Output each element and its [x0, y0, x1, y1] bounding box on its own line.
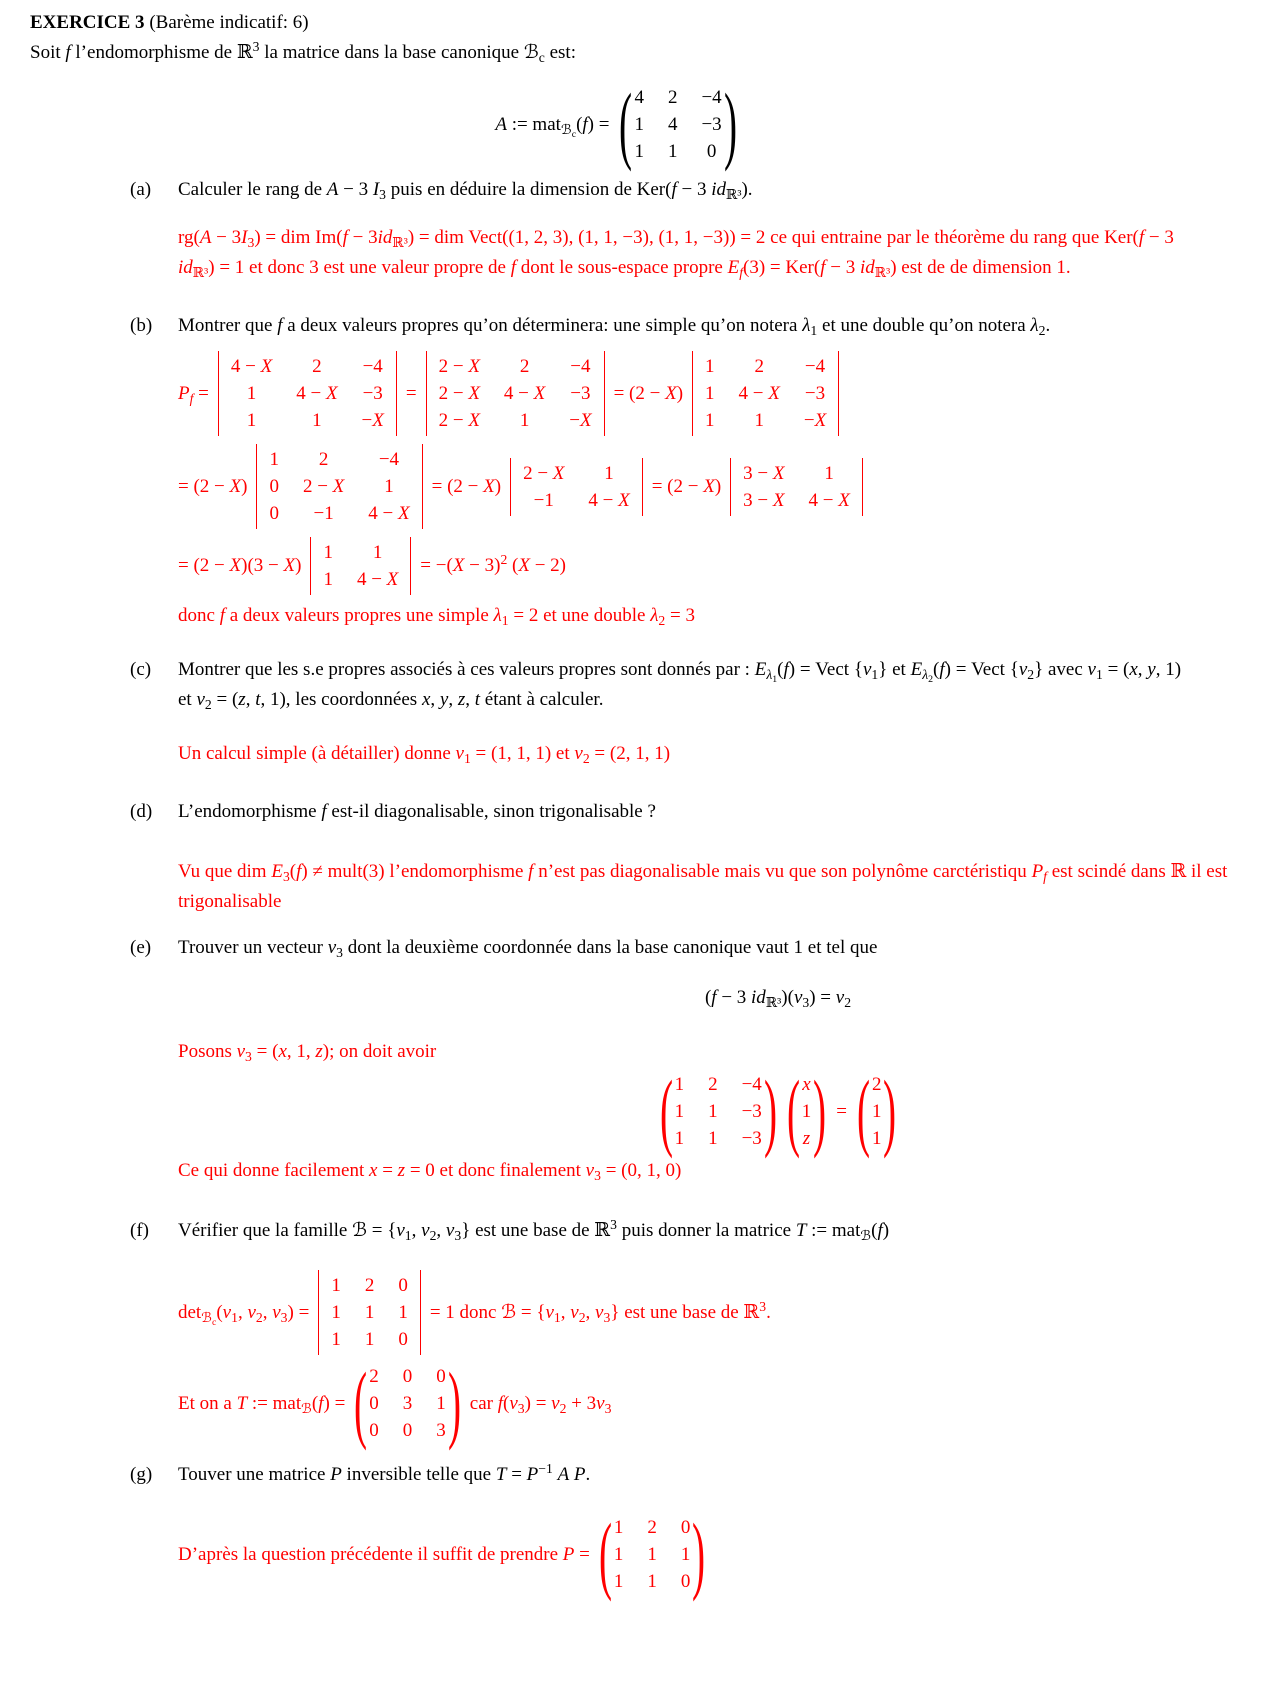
matrix-cell: 4 − X [738, 383, 780, 404]
det-basis [318, 1270, 421, 1355]
equals-sign: = [405, 382, 417, 404]
matrix-grid [632, 84, 723, 165]
matrix-A-lhs: A := mat$_{ℬ_c}$(f) = [495, 113, 610, 140]
item-a-question: Calculer le rang de A − 3 $I_3$ puis en déduire la dimension de Ker(f − 3 $id_{ℝ^3}$). [178, 179, 753, 203]
item-f [30, 1216, 1234, 1452]
paren-icon: ) [447, 1354, 461, 1452]
matrix-cell: −4 [378, 449, 400, 470]
matrix-cell: 1 [364, 1329, 375, 1350]
matrix-cell: −3 [362, 383, 383, 404]
matrix-cell: 0 [398, 1275, 408, 1296]
formula-f-3id: (f − 3 $id_{ℝ^3})(v_3) = v_2$ [704, 987, 852, 1011]
matrix-cell: −X [361, 410, 384, 431]
matrix-cell: 2 − X [523, 462, 565, 484]
matrix-grid [870, 1071, 884, 1152]
matrix-grid [318, 1270, 421, 1355]
item-a-label: (a) [130, 179, 152, 200]
matrix-P-lhs: D’après la question précédente il suffit de prendre P = [178, 1543, 590, 1565]
matrix-cell: −3 [741, 1128, 762, 1149]
item-c-label: (c) [130, 659, 152, 680]
rhs-vector [856, 1062, 897, 1160]
paren-icon: ( [659, 1062, 673, 1160]
matrix-cell: 4 − X [230, 356, 273, 377]
matrix-cell: 4 − X [356, 569, 399, 590]
matrix-cell: 0 [398, 1329, 408, 1350]
matrix-cell: −1 [533, 489, 554, 511]
matrix-cell: −3 [804, 383, 826, 404]
matrix-cell: 1 [674, 1101, 685, 1122]
factor-2mX: = (2 − X) [178, 475, 248, 497]
matrix-cell: 4 − X [296, 383, 338, 404]
item-f-question: Vérifier que la famille ℬ = {$v_1$, $v_2$, $v_3$} est une base de ℝ$^3$ puis donner la matrice T := mat$_ℬ$(f) [178, 1217, 890, 1244]
matrix-grid [800, 1071, 814, 1152]
matrix-cell: 2 [312, 356, 322, 377]
matrix-cell: 1 [519, 410, 530, 431]
item-d [30, 797, 1234, 917]
paren-icon: ( [598, 1505, 612, 1603]
paren-icon: ( [354, 1354, 368, 1452]
matrix-cell: 1 [246, 410, 257, 431]
unknown-vector [786, 1062, 827, 1160]
equals-sign: = [836, 1100, 847, 1122]
matrix-cell: 0 [269, 503, 279, 524]
item-e-label: (e) [130, 937, 152, 958]
matrix-cell: 2 [647, 1517, 657, 1538]
item-d-answer: Vu que dim $E_3(f)$ ≠ mult(3) l’endomorphisme f n’est pas diagonalisable mais vu que son polynôme carctéristiqu $P_f$ est scindé dans ℝ il est trigonalisable [178, 861, 1228, 912]
matrix-cell: 3 − X [743, 489, 785, 511]
matrix-cell: 2 [667, 87, 678, 108]
matrix-cell: 1 [384, 476, 394, 497]
matrix-T [354, 1354, 461, 1452]
paren-icon: ( [619, 75, 633, 173]
matrix-cell: 1 [705, 356, 715, 377]
matrix-cell: 1 [331, 1302, 341, 1323]
matrix-cell: 2 − X [438, 356, 480, 377]
matrix-grid [612, 1514, 693, 1595]
matrix-cell: −4 [362, 356, 383, 377]
matrix-cell: 3 − X [743, 462, 785, 484]
exercise-title-suffix: (Barème indicatif: 6) [144, 12, 309, 33]
matrix-cell: 4 − X [808, 489, 850, 511]
char-poly-derivation [178, 351, 1198, 595]
item-b [30, 311, 1234, 631]
matrix-cell: 1 [871, 1128, 882, 1149]
factor-2mX-3mX: = (2 − X)(3 − X) [178, 555, 302, 576]
matrix-P-line [178, 1505, 1198, 1603]
matrix-cell: 3 [402, 1393, 413, 1414]
matrix-grid [218, 351, 397, 436]
matrix-cell: 1 [647, 1571, 657, 1592]
pf-det-3 [692, 351, 839, 436]
matrix-T-lhs: Et on a T := mat$_ℬ$(f) = [178, 1392, 346, 1416]
pf-line-3 [178, 537, 1198, 595]
matrix-cell: −4 [570, 356, 591, 377]
factor-2mX: = (2 − X) [431, 475, 502, 497]
item-e-display-formula [268, 983, 1264, 1013]
matrix-A [619, 75, 737, 173]
pf-det-6 [730, 458, 863, 516]
matrix-cell: 3 [436, 1420, 446, 1441]
matrix-cell: z [802, 1128, 811, 1149]
matrix-cell: 1 [667, 141, 678, 162]
matrix-cell: −4 [804, 356, 826, 377]
matrix-cell: 2 [318, 449, 329, 470]
matrix-cell: 2 − X [438, 410, 480, 431]
item-g-question: Touver une matrice P inversible telle que $T = P^{-1}$ A P. [178, 1461, 591, 1485]
paren-icon: ) [883, 1062, 897, 1160]
factor-2mX: = (2 − X) [613, 382, 684, 404]
matrix-cell: 4 [634, 87, 644, 108]
matrix-cell: 0 [706, 141, 717, 162]
paren-icon: ( [786, 1062, 800, 1160]
matrix-cell: −3 [701, 114, 722, 135]
matrix-cell: 1 [436, 1393, 446, 1414]
matrix-cell: 1 [398, 1302, 408, 1323]
item-e-posons: Posons $v_3 = (x$, 1, z); on doit avoir [178, 1041, 437, 1065]
matrix-cell: 1 [708, 1101, 718, 1122]
matrix-cell: −1 [313, 503, 334, 524]
matrix-cell: 2 [369, 1366, 379, 1387]
matrix-cell: 1 [634, 141, 644, 162]
matrix-cell: x [802, 1074, 811, 1095]
matrix-cell: 1 [323, 569, 333, 590]
matrix-cell: 1 [871, 1101, 882, 1122]
matrix-grid [426, 351, 605, 436]
matrix-cell: 1 [674, 1128, 685, 1149]
matrix-cell: 1 [680, 1544, 691, 1565]
system-equation [268, 1062, 1264, 1160]
factor-2mX: = (2 − X) [651, 475, 722, 497]
matrix-cell: 1 [613, 1517, 624, 1538]
intro-text: Soit f l’endomorphisme de ℝ$^3$ la matrice dans la base canonique ℬ$_c$ est: [30, 39, 576, 66]
matrix-T-rhs: car $f(v_3) = v_2 + 3v_3$ [469, 1392, 612, 1416]
matrix-cell: 1 [604, 462, 614, 484]
paren-icon: ( [856, 1062, 870, 1160]
item-f-label: (f) [130, 1220, 149, 1241]
exercise-header [30, 8, 1234, 38]
matrix-cell: 0 [369, 1393, 379, 1414]
matrix-cell: 4 − X [503, 383, 546, 404]
matrix-P [598, 1505, 706, 1603]
matrix-cell: 2 − X [438, 383, 480, 404]
matrix-cell: −X [569, 410, 592, 431]
matrix-cell: −3 [741, 1101, 762, 1122]
pf-result: = $-(X - 3)^2$ (X − 2) [420, 552, 567, 576]
pf-det-5 [510, 458, 643, 516]
item-b-question: Montrer que f a deux valeurs propres qu’on déterminera: une simple qu’on notera $\lambda_1$ et une double qu’on notera $\lambda_2$. [178, 315, 1051, 339]
det-basis-lhs: $\det_{ℬ_c}(v_1$, $v_2$, $v_3$) = [178, 1301, 310, 1328]
matrix-cell: 1 [613, 1571, 624, 1592]
pf-det-2 [426, 351, 605, 436]
item-g [30, 1460, 1234, 1603]
matrix-cell: 1 [634, 114, 644, 135]
matrix-cell: 4 − X [588, 489, 630, 511]
matrix-cell: 4 − X [368, 503, 410, 524]
matrix-cell: −3 [570, 383, 591, 404]
matrix-cell: 0 [369, 1420, 379, 1441]
matrix-T-line [178, 1354, 1198, 1452]
pf-det-1 [218, 351, 397, 436]
matrix-cell: 1 [331, 1275, 341, 1296]
item-a-answer: $rg(A - 3I_3)$ = dim $Im(f - 3id_{ℝ^3})$ = dim Vect((1, 2, 3), (1, 1, −3), (1, 1, −3)) = 2 ce qui entraine par le théorème du rang que Ker(f − 3 $id_{ℝ^3}) = 1$ et donc 3 est une valeur propre de f dont le sous-espace propre $E_f(3) = Ker(f - 3$ $id_{ℝ^3}$) est de de dimension 1. [178, 227, 1174, 281]
item-a [30, 175, 1234, 283]
item-d-label: (d) [130, 801, 153, 822]
matrix-cell: 1 [754, 410, 764, 431]
paren-icon: ) [763, 1062, 777, 1160]
matrix-cell: 2 [364, 1275, 375, 1296]
matrix-cell: 2 [754, 356, 764, 377]
basis-determinant-line [178, 1270, 1198, 1355]
item-b-label: (b) [130, 315, 153, 336]
item-c [30, 655, 1234, 769]
item-b-conclusion: donc f a deux valeurs propres une simple $\lambda_1 = 2$ et une double $\lambda_2 = 3$ [178, 605, 695, 629]
matrix-cell: 4 [667, 114, 678, 135]
matrix-cell: 1 [801, 1101, 812, 1122]
pf-lhs: $P_f$ = [178, 382, 209, 406]
matrix-grid [692, 351, 839, 436]
matrix-cell: 1 [674, 1074, 685, 1095]
pf-det-4 [256, 444, 422, 529]
matrix-cell: 1 [323, 542, 333, 563]
matrix-cell: 1 [708, 1128, 718, 1149]
det-basis-rhs: = 1 donc ℬ = {$v_1$, $v_2$, $v_3$} est une base de ℝ$^3$. [429, 1298, 771, 1325]
pf-line-1 [178, 351, 1198, 436]
system-matrix [659, 1062, 777, 1160]
item-g-label: (g) [130, 1464, 153, 1485]
item-e-conclusion: Ce qui donne facilement x = z = 0 et donc finalement $v_3 = (0$, 1, 0) [178, 1160, 682, 1184]
matrix-cell: 1 [331, 1329, 341, 1350]
matrix-grid [673, 1071, 764, 1152]
matrix-grid [510, 458, 643, 516]
matrix-cell: 1 [372, 542, 383, 563]
matrix-cell: 1 [312, 410, 322, 431]
matrix-cell: 1 [613, 1544, 624, 1565]
matrix-A-display [14, 75, 1218, 173]
matrix-cell: 0 [436, 1366, 446, 1387]
exercise-title: EXERCICE 3 [30, 12, 145, 33]
matrix-cell: 1 [705, 383, 715, 404]
paren-icon: ) [692, 1505, 706, 1603]
matrix-grid [730, 458, 863, 516]
matrix-cell: 2 − X [302, 476, 345, 497]
matrix-cell: 2 [871, 1074, 882, 1095]
matrix-cell: 0 [680, 1571, 691, 1592]
matrix-cell: 2 [519, 356, 530, 377]
item-e [30, 933, 1234, 1186]
matrix-cell: −4 [701, 87, 722, 108]
matrix-cell: 1 [269, 449, 279, 470]
item-c-answer: Un calcul simple (à détailler) donne $v_1 = (1$, 1, 1) et $v_2 = (2$, 1, 1) [178, 743, 671, 767]
matrix-cell: −4 [741, 1074, 762, 1095]
paren-icon: ) [813, 1062, 827, 1160]
matrix-grid [367, 1363, 448, 1444]
matrix-cell: 2 [708, 1074, 718, 1095]
matrix-grid [310, 537, 411, 595]
matrix-cell: 1 [824, 462, 834, 484]
matrix-cell: 1 [246, 383, 257, 404]
matrix-cell: 1 [705, 410, 715, 431]
matrix-cell: 0 [402, 1366, 413, 1387]
matrix-cell: 1 [647, 1544, 657, 1565]
matrix-cell: 1 [364, 1302, 375, 1323]
matrix-cell: 0 [269, 476, 279, 497]
item-e-question: Trouver un vecteur $v_3$ dont la deuxième coordonnée dans la base canonique vaut 1 et tel que [178, 937, 878, 961]
item-d-question: L’endomorphisme f est-il diagonalisable, sinon trigonalisable ? [178, 801, 656, 822]
pf-line-2 [178, 444, 1198, 529]
paren-icon: ) [723, 75, 737, 173]
matrix-grid [256, 444, 422, 529]
matrix-cell: 0 [680, 1517, 691, 1538]
matrix-cell: 0 [402, 1420, 413, 1441]
item-c-question: Montrer que les s.e propres associés à ces valeurs propres sont donnés par : $E_{\lambda_1}(f)$ = Vect $\{v_1\}$ et $E_{\lambda_2}(f)$ = Vect $\{v_2\}$ avec $v_1 = (x$, y, 1) et $v_2 = (z$, t, 1), les coordonnées x, y, z, t étant à calculer. [178, 659, 1182, 713]
pf-det-7 [310, 537, 411, 595]
matrix-cell: −X [803, 410, 827, 431]
